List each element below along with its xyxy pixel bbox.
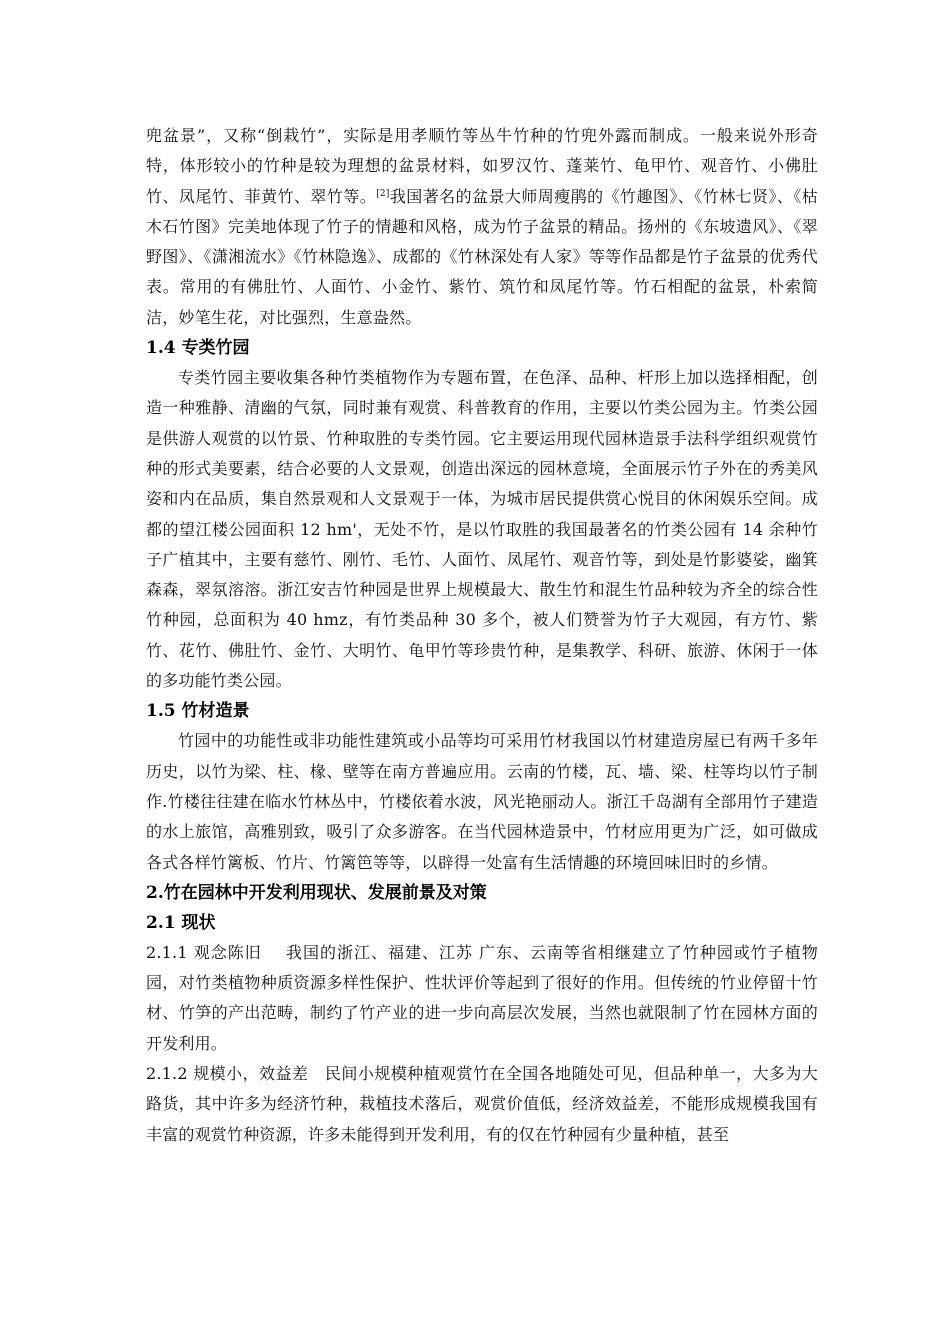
citation-ref-2: [2]: [376, 188, 390, 199]
paragraph-2-1-2: [146, 1059, 818, 1150]
paragraph-2-1-2-text: 民间小规模种植观赏竹在全国各地随处可见，但品种单一，大多为大路货，其中许多为经济竹种，栽植技术落后，观赏价值低，经济效益差，不能形成规模我国有丰富的观赏竹种资源，许多未能得到开发利用，有的仅在竹种园有少量种植，甚至: [146, 1064, 818, 1144]
document-body: [146, 121, 818, 1150]
subheading-2-1-2: 2.1.2 规模小，效益差: [146, 1064, 309, 1084]
heading-1-5: 1.5 竹材造景: [146, 701, 250, 722]
heading-2-1: 2.1 现状: [146, 912, 216, 933]
subheading-2-1-1: 2.1.1 观念陈旧: [146, 942, 262, 962]
paragraph-2-1-1: [146, 938, 818, 1059]
heading-1-4: 1.4 专类竹园: [146, 338, 250, 359]
paragraph-2-1-1-text: 我国的浙江、福建、江苏 广东、云南等省相继建立了竹种园或竹子植物园，对竹类植物种质资源多样性保护、性状评价等起到了很好的作用。但传统的竹业停留十竹材、竹笋的产出范畴，制约了竹产业的进一步向高层次发展，当然也就限制了竹在园林方面的开发利用。: [146, 942, 818, 1053]
paragraph-1-4: 专类竹园主要收集各种竹类植物作为专题布置，在色泽、品种、杆形上加以选择相配，创造一种雅静、清幽的气氛，同时兼有观赏、科普教育的作用，主要以竹类公园为主。竹类公园是供游人观赏的以竹景、竹种取胜的专类竹园。它主要运用现代园林造景手法科学组织观赏竹种的形式美要素，结合必要的人文景观，创造出深远的园林意境，全面展示竹子外在的秀美风姿和内在品质，集自然景观和人文景观于一体，为城市居民提供赏心悦目的休闲娱乐空间。成都的望江楼公园面积 12 hm'，无处不竹，是以竹取胜的我国最著名的竹类公园有 14 余种竹子广植其中，主要有慈竹、刚竹、毛竹、人面竹、凤尾竹、观音竹等，到处是竹影婆娑，幽箕森森，翠氛溶溶。浙江安吉竹种园是世界上规模最大、散生竹和混生竹品种较为齐全的综合性竹种园，总面积为 40 hmz，有竹类品种 30 多个，被人们赞誉为竹子大观园，有方竹、紫竹、花竹、佛肚竹、金竹、大明竹、龟甲竹等珍贵竹种，是集教学、科研、旅游、休闲于一体的多功能竹类公园。: [146, 368, 818, 691]
paragraph-bonsai-text-1: 兜盆景”，又称“倒栽竹”，实际是用孝顺竹等丛牛竹种的竹兜外露而制成。一般来说外形奇特，体形较小的竹种是较为理想的盆景材料，如罗汉竹、蓬莱竹、龟甲竹、观音竹、小佛肚竹、凤尾竹、菲黄竹、翠竹等。: [146, 126, 818, 206]
paragraph-bonsai-text-2: 我国著名的盆景大师周瘦鹃的《竹趣图》、《竹林七贤》、《枯木石竹图》完美地体现了竹子的情趣和风格，成为竹子盆景的精品。扬州的《东坡遗风》、《翠野图》、《潇湘流水》《竹林隐逸》、成都的《竹林深处有人家》等等作品都是竹子盆景的优秀代表。常用的有佛肚竹、人面竹、小金竹、紫竹、筑竹和凤尾竹等。竹石相配的盆景，朴索简洁，妙笔生花，对比强烈，生意盎然。: [146, 186, 818, 327]
paragraph-bonsai: [146, 121, 818, 333]
paragraph-1-5: 竹园中的功能性或非功能性建筑或小品等均可采用竹材我国以竹材建造房屋已有两千多年历史，以竹为梁、柱、椽、壁等在南方普遍应用。云南的竹楼，瓦、墙、梁、柱等均以竹子制作.竹楼往往建在临水竹林丛中，竹楼依着水波，风光艳丽动人。浙江千岛湖有全部用竹子建造的水上旅馆，高雅别致，吸引了众多游客。在当代园林造景中，竹材应用更为广泛，如可做成各式各样竹篱板、竹片、竹篱笆等等，以辟得一处富有生活情趣的环境回味旧时的乡情。: [146, 731, 818, 872]
heading-2: 2.竹在园林中开发利用现状、发展前景及对策: [146, 882, 487, 903]
